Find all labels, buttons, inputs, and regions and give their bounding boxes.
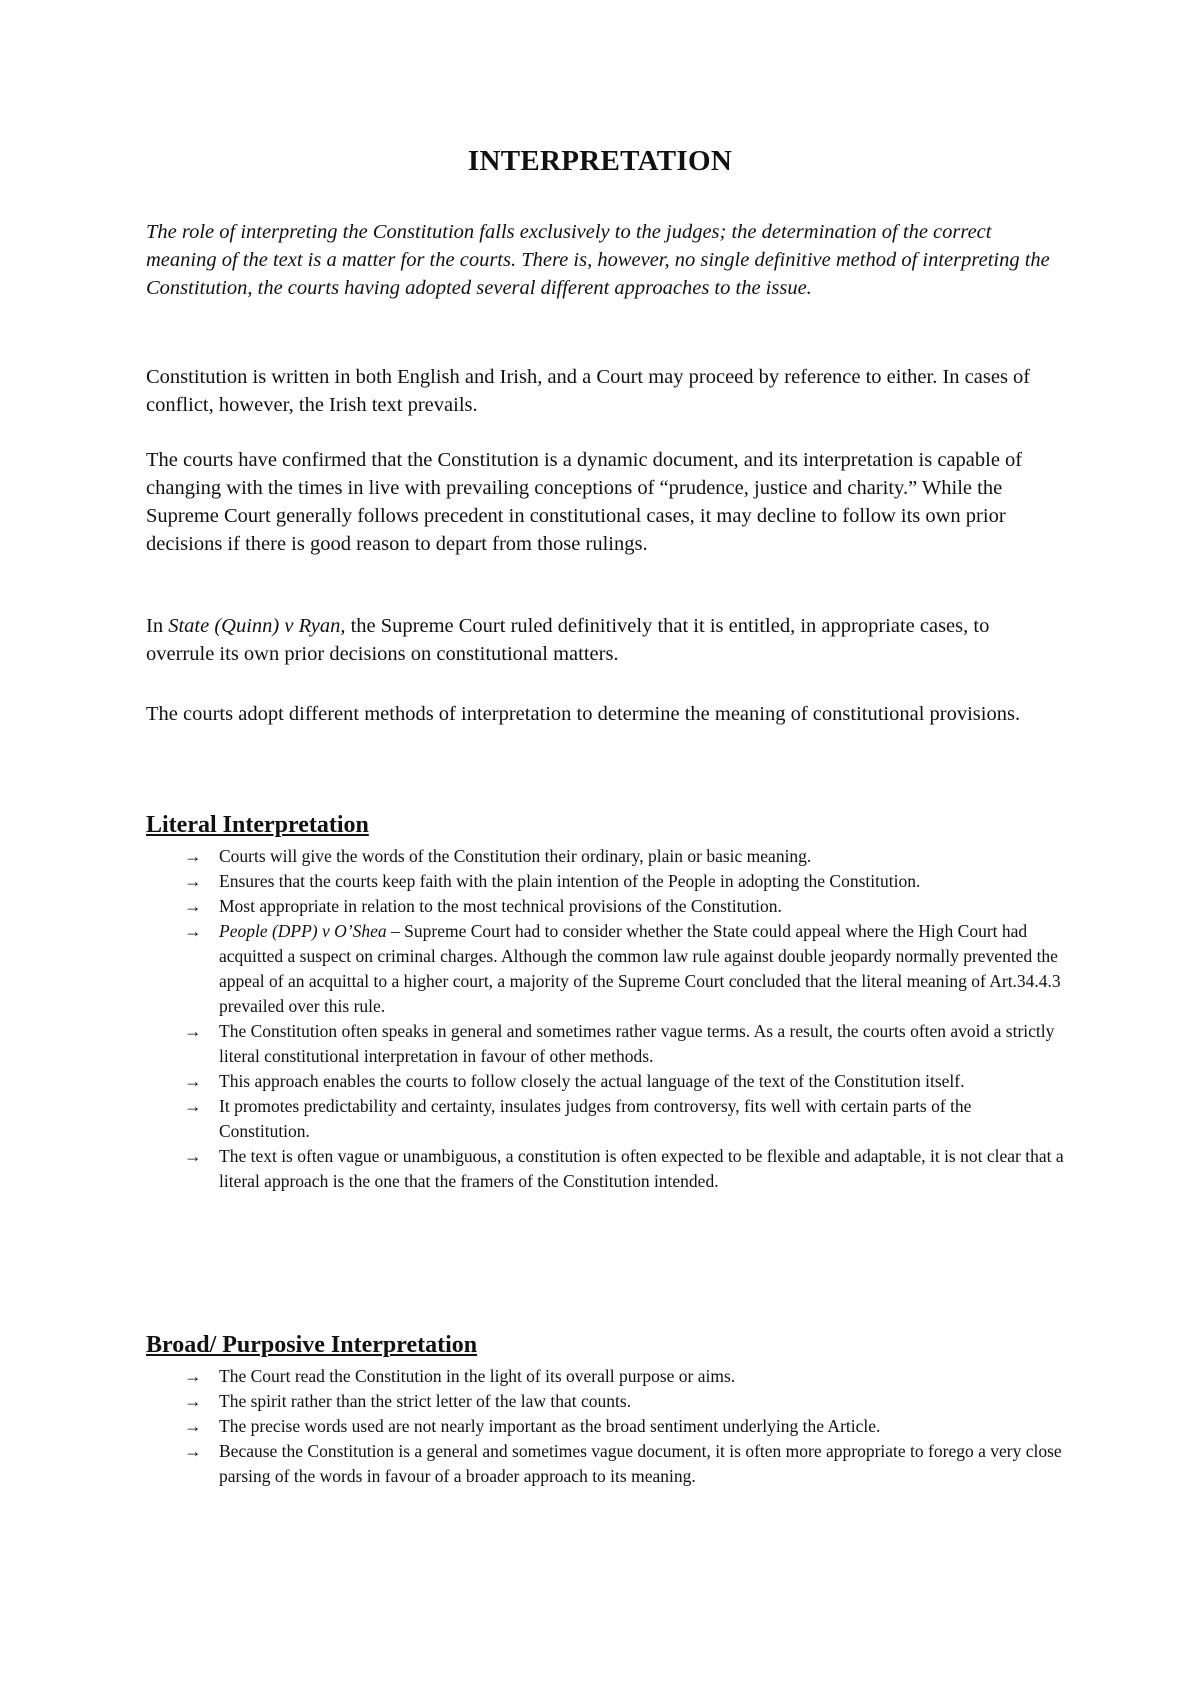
page-title: INTERPRETATION	[467, 145, 733, 177]
arrow-icon: →	[184, 1416, 202, 1436]
arrow-icon: →	[184, 846, 202, 866]
purposive-heading: Broad/ Purposive Interpretation	[146, 1332, 478, 1358]
list-item-text: Because the Constitution is a general and sometimes vague document, it is often more appropriate to forego a very close parsing of the words in favour of a broader approach to its meaning.	[219, 1441, 1062, 1486]
list-item	[146, 1414, 1066, 1439]
list-item-text: The Court read the Constitution in the light of its overall purpose or aims.	[219, 1366, 736, 1386]
arrow-icon: →	[184, 1366, 202, 1386]
list-item	[146, 869, 1066, 894]
list-item-text: Ensures that the courts keep faith with the plain intention of the People in adopting the Constitution.	[219, 871, 921, 891]
list-item	[146, 1019, 1066, 1069]
list-item-text: – Supreme Court had to consider whether the State could appeal where the High Court had acquitted a suspect on criminal charges. Although the common law rule against double jeopardy normally prevented the appeal of an acquittal to a higher court, a majority of the Supreme Court concluded that the literal meaning of Art.34.4.3 prevailed over this rule.	[219, 921, 1061, 1016]
purposive-list	[146, 1364, 1066, 1489]
methods-paragraph: The courts adopt different methods of interpretation to determine the meaning of constitutional provisions.	[146, 703, 1021, 725]
list-item	[146, 844, 1066, 869]
list-item-text: The text is often vague or unambiguous, a constitution is often expected to be flexible and adaptable, it is not clear that a literal approach is the one that the framers of the Constitution intended.	[219, 1146, 1064, 1191]
literal-heading: Literal Interpretation	[146, 812, 369, 838]
dynamic-document-paragraph: The courts have confirmed that the Constitution is a dynamic document, and its interpretation is capable of changing with the times in live with prevailing conceptions of “prudence, justice and charity.” While the Supreme Court generally follows precedent in constitutional cases, it may decline to follow its own prior decisions if there is good reason to depart from those rulings.	[146, 449, 1023, 555]
arrow-icon: →	[184, 1391, 202, 1411]
list-item	[146, 1439, 1066, 1489]
list-item	[146, 1364, 1066, 1389]
list-item-text: This approach enables the courts to follow closely the actual language of the text of the Constitution itself.	[219, 1071, 965, 1091]
language-paragraph: Constitution is written in both English and Irish, and a Court may proceed by reference to either. In cases of conflict, however, the Irish text prevails.	[146, 366, 1031, 416]
arrow-icon: →	[184, 1071, 202, 1091]
list-item	[146, 894, 1066, 919]
arrow-icon: →	[184, 1021, 202, 1041]
list-item	[146, 1094, 1066, 1144]
literal-list	[146, 844, 1066, 1194]
arrow-icon: →	[184, 921, 202, 941]
list-item-text: Most appropriate in relation to the most technical provisions of the Constitution.	[219, 896, 782, 916]
arrow-icon: →	[184, 1146, 202, 1166]
list-item-text: Courts will give the words of the Constitution their ordinary, plain or basic meaning.	[219, 846, 812, 866]
case-name-oshea: People (DPP) v O’Shea	[219, 921, 387, 941]
list-item-text: The precise words used are not nearly important as the broad sentiment underlying the Article.	[219, 1416, 881, 1436]
list-item	[146, 1144, 1066, 1194]
list-item-text: The Constitution often speaks in general and sometimes rather vague terms. As a result, the courts often avoid a strictly literal constitutional interpretation in favour of other methods.	[219, 1021, 1055, 1066]
intro-paragraph: The role of interpreting the Constitution falls exclusively to the judges; the determination of the correct meaning of the text is a matter for the courts. There is, however, no single definitive method of interpreting the Constitution, the courts having adopted several different approaches to the issue.	[146, 221, 1050, 299]
arrow-icon: →	[184, 871, 202, 891]
quinn-prefix: In	[146, 615, 169, 637]
list-item	[146, 919, 1066, 1019]
list-item-text: It promotes predictability and certainty, insulates judges from controversy, fits well with certain parts of the Constitution.	[219, 1096, 972, 1141]
quinn-text: the Supreme Court ruled definitively that it is entitled, in appropriate cases, to overrule its own prior decisions on constitutional matters.	[146, 615, 990, 665]
arrow-icon: →	[184, 1441, 202, 1461]
list-item-text: The spirit rather than the strict letter of the law that counts.	[219, 1391, 632, 1411]
quinn-paragraph	[146, 612, 1051, 668]
arrow-icon: →	[184, 1096, 202, 1116]
arrow-icon: →	[184, 896, 202, 916]
case-name-quinn: State (Quinn) v Ryan,	[168, 615, 346, 637]
list-item	[146, 1069, 1066, 1094]
list-item	[146, 1389, 1066, 1414]
